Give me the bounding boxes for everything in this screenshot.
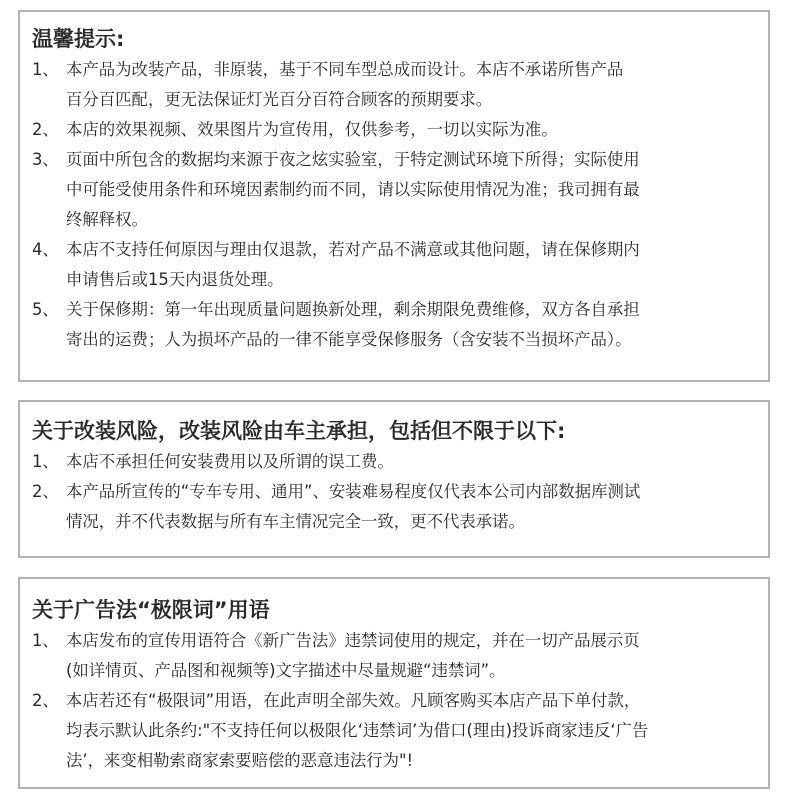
item-line: 寄出的运费；人为损坏产品的一律不能享受保修服务（含安装不当损坏产品）。: [66, 330, 632, 349]
item-line: 终解释权。: [66, 210, 148, 229]
notice-item-2: [32, 115, 754, 145]
item-line: 中可能受使用条件和环境因素制约而不同，请以实际使用情况为准；我司拥有最: [66, 180, 640, 199]
item-line: 页面中所包含的数据均来源于夜之炫实验室，于特定测试环境下所得；实际使用: [66, 150, 640, 169]
item-number: 2、: [32, 120, 59, 139]
adlaw-item-1: [32, 626, 754, 686]
item-line: 申请售后或15天内退货处理。: [66, 270, 284, 289]
item-number: 4、: [32, 240, 59, 259]
item-line: 本店发布的宣传用语符合《新广告法》违禁词使用的规定，并在一切产品展示页: [66, 631, 640, 650]
item-number: 1、: [32, 452, 59, 471]
notice-item-4: [32, 235, 754, 295]
item-number: 1、: [32, 631, 59, 650]
notice-title: 温馨提示:: [32, 27, 125, 51]
adlaw-title: 关于广告法“极限词”用语: [32, 598, 270, 622]
risk-item-1: [32, 447, 754, 477]
item-line: 关于保修期：第一年出现质量问题换新处理，剩余期限免费维修，双方各自承担: [66, 300, 640, 319]
risk-list: [32, 447, 754, 537]
adlaw-box: [18, 577, 770, 789]
adlaw-item-2: [32, 686, 754, 776]
notice-box: [18, 10, 770, 382]
item-number: 1、: [32, 60, 59, 79]
item-line: 法’，来变相勒索商家索要赔偿的恶意违法行为"!: [66, 751, 414, 770]
item-number: 5、: [32, 300, 59, 319]
item-line: 均表示默认此条约:"不支持任何以极限化‘违禁词’为借口(理由)投诉商家违反‘广告: [66, 721, 649, 740]
item-line: 百分百匹配，更无法保证灯光百分百符合顾客的预期要求。: [66, 90, 493, 109]
item-number: 2、: [32, 482, 59, 501]
item-line: 本店的效果视频、效果图片为宣传用，仅供参考，一切以实际为准。: [66, 120, 558, 139]
risk-title: 关于改装风险，改装风险由车主承担，包括但不限于以下:: [32, 419, 566, 443]
item-line: 本店若还有“极限词”用语，在此声明全部失效。凡顾客购买本店产品下单付款，: [66, 691, 641, 710]
item-line: (如详情页、产品图和视频等)文字描述中尽量规避“违禁词”。: [66, 661, 506, 680]
risk-item-2: [32, 477, 754, 537]
adlaw-list: [32, 626, 754, 776]
item-line: 本产品所宣传的“专车专用、通用”、安装难易程度仅代表本公司内部数据库测试: [66, 482, 641, 501]
notice-item-3: [32, 145, 754, 235]
notice-item-5: [32, 295, 754, 355]
item-line: 本店不支持任何原因与理由仅退款，若对产品不满意或其他问题，请在保修期内: [66, 240, 640, 259]
item-line: 本产品为改装产品，非原装，基于不同车型总成而设计。本店不承诺所售产品: [66, 60, 624, 79]
risk-box: [18, 400, 770, 558]
item-line: 情况，并不代表数据与所有车主情况完全一致，更不代表承诺。: [66, 512, 525, 531]
item-number: 2、: [32, 691, 59, 710]
notice-item-1: [32, 55, 754, 115]
item-line: 本店不承担任何安装费用以及所谓的误工费。: [66, 452, 394, 471]
item-number: 3、: [32, 150, 59, 169]
notice-list: [32, 55, 754, 355]
